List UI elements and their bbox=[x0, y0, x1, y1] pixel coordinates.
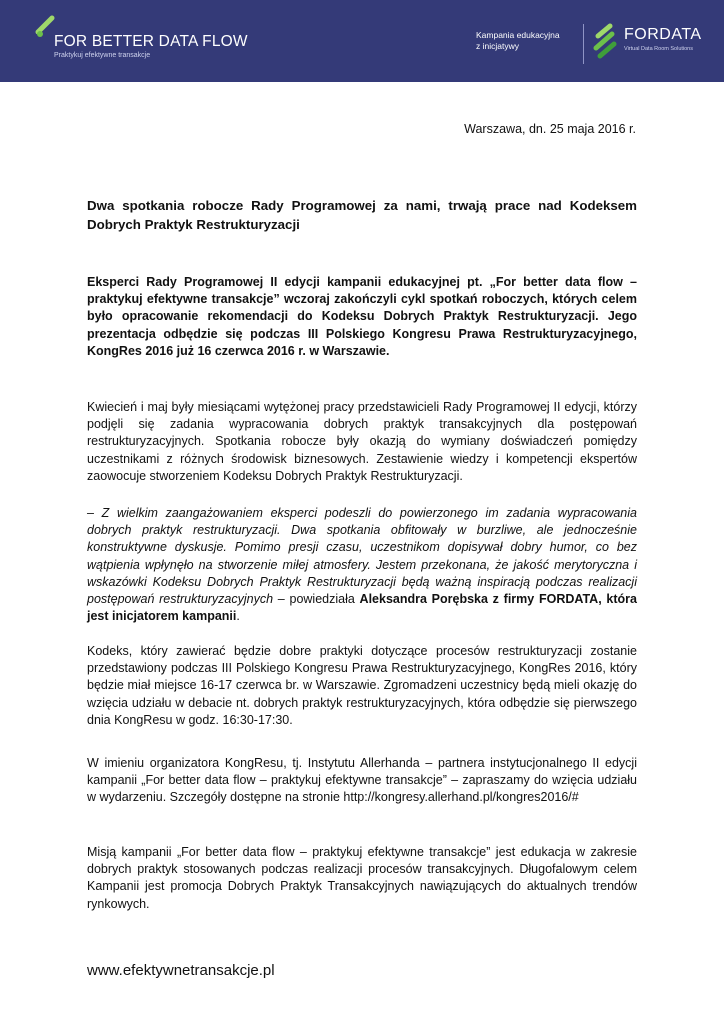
document-date: Warszawa, dn. 25 maja 2016 r. bbox=[464, 122, 636, 136]
paragraph-1: Kwiecień i maj były miesiącami wytężonej pracy przedstawicieli Rady Programowej II edycji, którzy podjęli się zadania wypracowania dobrych praktyk transakcyjnych dla postępowań restrukturyzacyjnych. Spotkania robocze były okazją do wymiany doświadczeń pomiędzy uczestnikami z różnych środowisk biznesowych. Zestawienie wiedzy i kompetencji ekspertów zaowocuje stworzeniem Kodeksu Dobrych Praktyk Restrukturyzacji. bbox=[87, 400, 637, 483]
campaign-logo bbox=[34, 14, 248, 64]
quote-attribution-prefix: – powiedziała bbox=[273, 592, 360, 607]
campaign-line-2: z inicjatywy bbox=[476, 41, 519, 51]
quote-text: – Z wielkim zaangażowaniem eksperci podeszli do powierzonego im zadania wypracowania dobrych praktyk restrukturyzacji. Dwa spotkania obfitowały w burzliwe, ale jednocześnie konstruktywne dyskusje. Pomimo presji czasu, uczestnikom dopisywał dobry humor, co bez wątpienia wpłynęło na stworzenie miłej atmosfery. Jestem przekonana, że jakość merytoryczna i wskazówki Kodeksu Dobrych Praktyk Restrukturyzacji będą ważną inspiracją podczas realizacji postępowań restrukturyzacyjnych bbox=[87, 506, 637, 607]
campaign-initiative-label bbox=[476, 30, 580, 52]
quote-attribution-name: Aleksandra Porębska z firmy FORDATA, która jest inicjatorem kampanii bbox=[87, 592, 637, 624]
campaign-title: FOR BETTER DATA FLOW bbox=[54, 33, 248, 50]
campaign-subtitle: Praktykuj efektywne transakcje bbox=[54, 52, 151, 59]
fordata-logo-icon bbox=[592, 22, 620, 60]
quote-paragraph bbox=[87, 505, 637, 625]
document-headline: Dwa spotkania robocze Rady Programowej za nami, trwają prace nad Kodeksem Dobrych Praktyk Restrukturyzacji bbox=[87, 198, 637, 232]
paragraph-5: Misją kampanii „For better data flow – praktykuj efektywne transakcje” jest edukacja w zakresie dobrych praktyk stosowanych podczas realizacji procesów transakcyjnych. Długofalowym celem Kampanii jest promocja Dobrych Praktyk Transakcyjnych nawiązujących do aktualnych trendów rynkowych. bbox=[87, 845, 637, 911]
header-banner bbox=[0, 0, 724, 82]
footer-website-link[interactable]: www.efektywnetransakcje.pl bbox=[87, 962, 275, 979]
paragraph-3: Kodeks, który zawierać będzie dobre praktyki dotyczące procesów restrukturyzacji zostanie przedstawiony podczas III Polskiego Kongresu Prawa Restrukturyzacyjnego, KongRes 2016, który będzie miał miejsce 16-17 czerwca br. w Warszawie. Zgromadzeni uczestnicy będą mieli okazję do wzięcia udziału w debacie nt. dobrych praktyk restrukturyzacyjnych, która odbędzie się pierwszego dnia KongResu w godz. 16:30-17:30. bbox=[87, 644, 637, 727]
lead-paragraph: Eksperci Rady Programowej II edycji kampanii edukacyjnej pt. „For better data flow – praktykuj efektywne transakcje” wczoraj zakończyli cykl spotkań roboczych, których celem było opracowanie rekomendacji do Kodeksu Dobrych Praktyk Restrukturyzacji. Jego prezentacja odbędzie się podczas III Polskiego Kongresu Prawa Restrukturyzacyjnego, KongRes 2016 już 16 czerwca 2016 r. w Warszawie. bbox=[87, 275, 637, 358]
paragraph-4: W imieniu organizatora KongResu, tj. Instytutu Allerhanda – partnera instytucjonalnego II edycji kampanii „For better data flow – praktykuj efektywne transakcje” – zapraszamy do wzięcia udziału w wydarzeniu. Szczegóły dostępne na stronie http://kongresy.allerhand.pl/kongres2016/# bbox=[87, 756, 637, 805]
fordata-name: FORDATA bbox=[624, 26, 702, 43]
campaign-line-1: Kampania edukacyjna bbox=[476, 30, 560, 40]
quote-attribution-suffix: . bbox=[236, 609, 240, 624]
header-divider bbox=[583, 24, 584, 64]
fordata-logo bbox=[592, 22, 712, 62]
fordata-tagline: Virtual Data Room Solutions bbox=[624, 46, 693, 52]
